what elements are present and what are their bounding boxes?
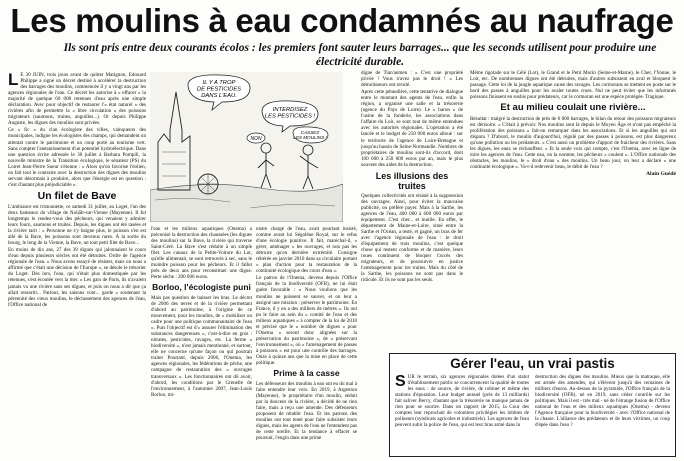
drop-cap: L (8, 72, 19, 89)
author-signature: Alain Guédé (646, 171, 676, 178)
headline: Les moulins à eau condamnés au naufrage (10, 2, 674, 39)
box-column-2 (535, 374, 670, 454)
box-drop-cap: S (395, 374, 406, 390)
paragraph: Ce « fic » du clan écologiste des villes, vainqueurs des municipales, indigne les écologistes des champs, qui demandent un attentat contre le patrimoine et un coup porté au tourisme vert. Sans compter l'anéantissement d'un potentiel hydroélectrique. Dans une question écrite adressée le 30 juillet à Barbara Pompili, la nouvelle ministre de la Transition écologique, le sénateur (PS) du Loiret Jean-Pierre Sueur s'étonne : « Alors qu'on favorise l'éolien, on fait tout le contraire avec la destruction des digues des moulins servant désormais à produire, alors que l'énergie est en question : c'est d'autant plus préjudiciable ». (8, 127, 146, 188)
paragraph: digne de Tian'anmen : « C'est une propriété privée ! Vous n'avez pas le droit ! » Les démolisseurs ont reculé. (361, 70, 463, 89)
subheading-bave: Un filet de Bave (37, 189, 117, 202)
article-column-4 (361, 70, 463, 351)
cartoon-illustration (150, 72, 343, 222)
paragraph: Quelques collectivités ont résisté à la suppression des ouvrages. Ainsi, pour éviter la mauvaise publicité, on préfère payer. Mais à la Sarthe, les agences de l'eau, 400 000 à 600 000 euros par équipement. C'est cher... et inutile. En effet, le département de Maine-et-Loire, situé entre la Sarthe et l'Océan, a testé, et gagné, un bras de fer avec l'agence régionale de l'eau : le droit d'équipement de trois moulins, c'est quelque chose qui restent conforme et de manière, leurs roues continuent de bloquer l'accès des migrateurs, et de poursuivre en justice l'aménagement pour les truites. Mais du côté de la Sarthe, les poissons ne sont pas dans le ridicule. Et ils ne sont pas les seuls. (361, 192, 463, 284)
paragraph: En moins de dix ans, 27 des 39 digues qui jalonnaient le cours d'eau depuis plusieurs siècles ont été détruites. Ordre de l'agence régionale de l'eau. « Nous avons essayé de résister, mais on nous a affirmé que c'était une décision de l'Europe », se désole le trésorier du Loget. Dès lors, l'eau, qui n'était plus domestiquée par les retenues, s'est écoulée vers la mer. « Les gars de Paris, ils n'avaient jamais vu une rivière sans ses digues, et puis on nous a dit que ça allait ressortir... Partout, les saisons vont... garde » soutenant la pérennité des vieux moulins, le déclassement des agences de l'eau, l'Office national de (8, 247, 146, 308)
sidebar-box (389, 353, 676, 457)
cartoon-bubble-2: INTERDISEZ LES PESTICIDES ! (264, 107, 316, 120)
paragraph: Résultat : malgré la destruction de près de 6 000 barrages, le bilan du retour des poissons migrateurs est dérisoire. « C'était à prévoir. Nos moulins sont là depuis le Moyen Âge et n'ont pas empêché la prolifération des poissons » fait-on remarquer dans les associations. Et si les anguilles qui ont disparu ? D'abord, le moulin d'aujourd'hui, régulé par des passes à poissons, est plus dangereux qu'une pollution ou les prédateurs. « C'est aussi un problème d'apport de fraîcheur des rivières. Sans les digues, les eaux se réchauffent. » Et la seule voix qui compte, c'est l'Onema, avec en ligne de mire les agences de l'eau. Cette eau, on la nomme, les pêcheurs « coulent ». L'Office nationale des obstacles, les moulins, le « droit d'eau » des moulins. Un beau jour, on leur a déclaré « une continuité écologique ». Va-t-il redevenir beau, le débit de l'eau ? (470, 115, 676, 171)
paragraph: Après cette pétaudière, cette tentative de dialogue entre le montant des agents de l'eau, enfin la région, a organisé une salle et la trésorerie (agence du Pays de Loire). Le « baron » de l'usine de la fonderie, les associations dans l'affaire du Loir, se sont tout de même entendues avec les autorités régionales. L'opération a été lancée et le budget de 250 000 euros alloué : sur le territoire de l'agence de Loire-Bretagne et jusqu'au bassin de Seine-Normandie. Nombres de propriétaires de moulins sont-ils d'accord, dont 100 000 à 250 000 euros par an, mais le plus souvent des aides de la destruction. (361, 89, 463, 168)
paragraph: Même rigolade sur le Célé (Lot), le Grand et le Petit Morin (Seine-et-Marne), le Cher, l'Yonne, le Loir, etc. De nombreuses digues ont été détruites, mais d'autres subsistent en aval et bloquent le passage. Cette loi de la jungle aquatique cause des ravages. Les cormorans se mettent en poste sur le bord des passes à anguilles pour les avaler toutes crues. Nul ne peut éviter que les infortunés poissons finissent en sushis pour prédateurs, car le cormoran est une espèce protégée. Tragique. (470, 70, 676, 101)
box-title: Gérer l'eau, un vrai pastis (450, 356, 615, 371)
paragraph: Mais pas question de baisser les bras. Le décret de 2006 des terres et de la rivière permettant d'abord au patrimoine, à l'origine de ce mouvement, pour les moulins, de « mobiliser un cadre pour une politique communautaire de l'eau ». Puis l'objectif est d'« assurer l'élimination des substances dangereuses », c'est-à-dire en gros : nitrates, pesticides, ravages, etc. La ferme « biodiversité », n'est jamais mentionné, et surtout, elle ne concerne qu'une façon ou qui pourrait traiter Pourtant, depuis 2006, l'Onema, les agences régionales, les fédérations de pêche, une campagne de restauration des « ouvrages transversaux ». Les fonctionnaires ont dû avoir, d'abord, les conditions par le Grenelle de l'environnement, à l'automne 2007, Jean-Louis Borloo, mi- (151, 294, 252, 398)
box-paragraph: destruction des digues des moulins. Mieux que la matraque, elle est armée des amendes, qui s'élèvent jusqu'à des centaines de milliers d'euros. Au-dessus de la pyramide, l'Office français de la biodiversité (OFB), né en 2019, sans céder contrôle sur les politiques. Mais il est - très mal - né de l'étrange fusion de l'Office national de l'eau et des milieux aquatiques (Onema) - devenu l'Agence française pour la biodiversité - avec l'Office national de la chasse. L'alliance des prédateurs et de leurs victimes, un coup d'épée dans l'eau ? (535, 374, 670, 429)
cartoon-bubble-1: IL Y A TROP DE PESTICIDES DANS L'EAU. (196, 80, 242, 99)
subheading-truites: Les illusions des truites (375, 170, 449, 191)
article-column-5 (470, 70, 676, 351)
paragraph: nistre chargé de l'eau, avait pourtant insisté, comme avant lui Ségolène Royal, sur le refus d'une écologie punitive. Il fait, maréchal-il, « gérer, aménager » les ouvrages, et non pas les détruire qu'en dernière extrémité. Consigne réitérée en janvier 2010 dans sa circulaire portant « plan d'action pour la restauration de la continuité écologique des cours d'eau ». (256, 226, 357, 275)
subheading-prime: Prime à la casse (273, 368, 340, 379)
subheading-borloo: Borloo, l'écologiste puni (152, 282, 251, 293)
subheading-riviere: Et au milieu coulait une rivière... (500, 102, 646, 114)
paragraph: Le patron de l'Onema, devenu depuis l'Office français de la biodiversité (OFB), ne lui était guère favorable : « Nous voulions que les moulins ne puissent se sauver, et on leur a assigné une mission : préserver le patrimoine. En France, il y en a des milliers de mètres ». Ils ont pu le faire au sein du « comité de l'eau et des milieux aquatiques » à compter de la loi de 2010 et précisé que le « nombre de digues » pour l'Onema « seront donc alignées sur la préservation du patrimoine », de « préservant l'environnement », où « l'aménagement de passes à poissons » est pour une contrôle des barrages. Onze à quinze ans que la mise en place de cette politique. (256, 275, 357, 367)
cartoon-bubble-3: NON (250, 136, 262, 142)
article-column-2 (151, 226, 252, 457)
box-column-1 (395, 374, 529, 454)
paragraph: L'ambiance est tristounette, ce samedi 31 juillet, au Loget, l'un des deux hameaux du village de Noüâlt-sur-Vienne (Mayenne). Il fut longtemps le rendez-vous des pêcheurs, qui venaient y admirer leurs fourn, saumons et truites. Depuis, les digues ont été rasées et la rivière tarit : « Personne ne s'y baigne plus, le poisson s'en est allé de la Bave, les poissons sont devenus rares. À la sortie du bourg, le long de la Vienne, la Bave, un tout petit filet de Bave... (8, 203, 146, 247)
box-paragraph: UR le terrain, six agences régionales dotées d'un statut d'établissement public se concurrencent la qualité de toutes les eaux : de source, de rivière, de robinet et même des stations d'épuration. Leur budget annuel (près de 13 milliards) fait saliver Bercy, d'autant que la trésorerie ne manque jamais de rien pour se sourire. Dans un rapport de 2015, la Cour des comptes leur reprochait de volontiers privilégier les lobbies de pollueurs (syndicats agricoles et industriels). Les agences de l'eau peuvent subir la police de l'eau, qui est leur bras armé dans la (395, 374, 529, 429)
article-column-1 (8, 72, 146, 457)
intro-paragraph: E 30 JUIN, trois jours avant de quitter Matignon, Edouard Philippe a signé un décret destiné à accélérer la destruction des barrages des moulins, commencée il y a vingt ans par les agences régionales de l'eau. Ce décret les autorise à « effacer » la majorité de quelque 60 000 retenues d'eau après une simple déclaration. Avec pour objectif de restaurer l'« état naturel » des rivières afin de permettre la « libre circulation » des poissons migrateurs (saumons, truites, anguilles...). Or depuis Philippe Auguste, les digues des moulins sont privées. (8, 72, 146, 127)
deck: Ils sont pris entre deux courants écolos : les premiers font sauter leurs barrages... que les seconds utilisent pour produire une électricité durable. (63, 42, 657, 68)
article-column-3 (256, 226, 357, 457)
paragraph: l'eau et les milieux aquatiques (Onema) a préconisé la destruction des chaussées (les digues des moulins) sur la Bave, la rivière qui traverse Saint-Céré. La Bave s'est réduite à un simple filet. Les canaux de la Petite-Voiture du Lot, qu'elle alimentait, se sont retrouvés à sec, sans le moindre poisson pour les pêcheurs. Et il fallut près de deux ans pour reconstituer une digue. Perte sèche : 200 000 euros. (151, 226, 252, 281)
paragraph: Les défenseurs des moulins à eau ont eu du mal à faire entendre leur voix. En 2019, à Argenton (Mayenne), le propriétaire d'un moulin, séduit par la douceur de la rivière, a décidé de ne rien faire, mais a reçu une amende. Des défenseurs proposent de rétablir l'eau. Et les patrons des moulins ont tout tenté pour faire subsister leurs digues, mais les agents de l'eau ne l'entendent pas de cette oreille. Et la tendance à effacer se poursuit, l'engin dans une prime (256, 380, 357, 441)
cartoon-bubble-4: CASSEZ LES MOULINS ! (293, 130, 327, 140)
